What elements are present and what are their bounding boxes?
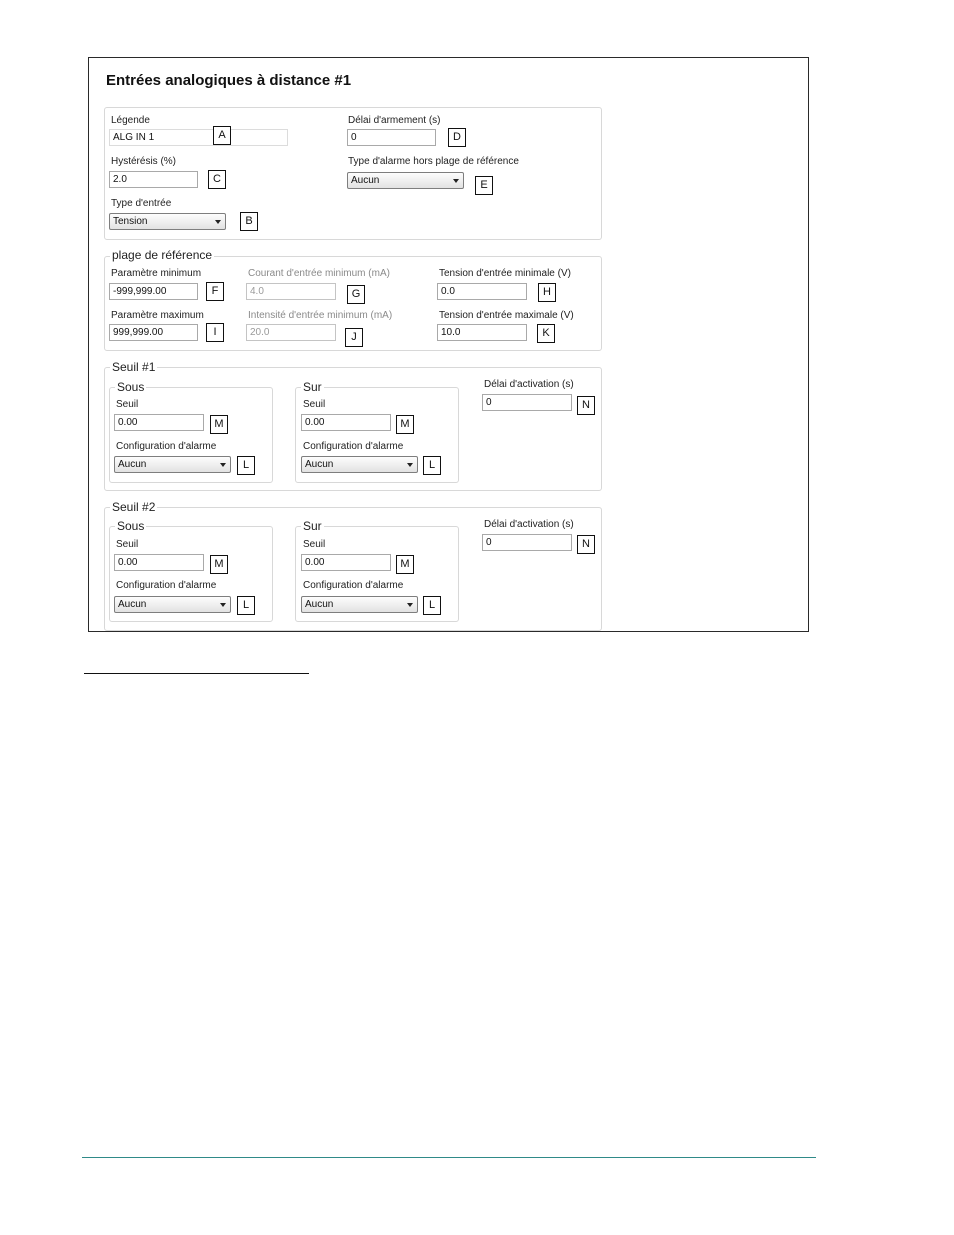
threshold-1-under-label: Seuil	[116, 399, 139, 410]
legend-input[interactable]	[109, 129, 288, 146]
footnote-divider	[84, 673, 309, 674]
current-max-label: Intensité d'entrée minimum (mA)	[248, 310, 393, 321]
voltage-max-input[interactable]	[437, 324, 527, 341]
threshold-2-over-alarm-value: Aucun	[305, 599, 334, 610]
threshold-1-activation-delay-value: 0	[486, 397, 492, 408]
threshold-1-under-title: Sous	[117, 380, 145, 394]
reference-range-title: plage de référence	[112, 248, 213, 262]
chevron-down-icon	[215, 220, 221, 224]
window-title: Entrées analogiques à distance #1	[106, 72, 352, 89]
threshold-1-over-alarm-value: Aucun	[305, 459, 334, 470]
threshold-2-under-alarm-label: Configuration d'alarme	[116, 580, 217, 591]
threshold-2-activation-delay-value: 0	[486, 537, 492, 548]
callout-l: L	[423, 596, 441, 615]
param-min-input[interactable]	[109, 283, 198, 300]
callout-k: K	[537, 324, 555, 343]
hysteresis-label: Hystérésis (%)	[111, 156, 177, 167]
callout-i: I	[206, 323, 224, 342]
threshold-2-under-title: Sous	[117, 519, 145, 533]
callout-d: D	[448, 128, 466, 147]
callout-e: E	[475, 176, 493, 195]
threshold-1-over-title: Sur	[303, 380, 322, 394]
threshold-2-activation-delay-input[interactable]	[482, 534, 572, 551]
threshold-2-title: Seuil #2	[112, 500, 156, 514]
input-type-select[interactable]	[109, 213, 226, 230]
threshold-2-under-label: Seuil	[116, 539, 139, 550]
out-of-range-alarm-select-value: Aucun	[351, 175, 380, 186]
arming-delay-input-value: 0	[351, 132, 357, 143]
chevron-down-icon	[453, 179, 459, 183]
callout-g: G	[347, 285, 365, 304]
param-max-label: Paramètre maximum	[111, 310, 204, 321]
voltage-max-input-value: 10.0	[441, 327, 461, 338]
legend-input-value: ALG IN 1	[113, 132, 155, 143]
callout-l: L	[237, 456, 255, 475]
callout-h: H	[538, 283, 556, 302]
threshold-1-under-input-value: 0.00	[118, 417, 138, 428]
threshold-1-over-input-value: 0.00	[305, 417, 325, 428]
footer-divider	[82, 1157, 816, 1158]
threshold-2-over-title: Sur	[303, 519, 322, 533]
callout-m: M	[210, 415, 228, 434]
callout-l: L	[237, 596, 255, 615]
current-max-input[interactable]	[246, 324, 336, 341]
threshold-2-over-input[interactable]	[301, 554, 391, 571]
out-of-range-alarm-label: Type d'alarme hors plage de référence	[348, 156, 519, 167]
legend-label: Légende	[111, 115, 150, 126]
chevron-down-icon	[407, 603, 413, 607]
input-type-label: Type d'entrée	[111, 198, 172, 209]
param-max-input[interactable]	[109, 324, 198, 341]
current-min-label: Courant d'entrée minimum (mA)	[248, 268, 390, 279]
arming-delay-input[interactable]	[347, 129, 436, 146]
threshold-2-under-input[interactable]	[114, 554, 204, 571]
callout-c: C	[208, 170, 226, 189]
callout-n: N	[577, 396, 595, 415]
current-min-input[interactable]	[246, 283, 336, 300]
threshold-1-over-input[interactable]	[301, 414, 391, 431]
arming-delay-label: Délai d'armement (s)	[348, 115, 441, 126]
out-of-range-alarm-select[interactable]	[347, 172, 464, 189]
threshold-1-under-alarm-value: Aucun	[118, 459, 147, 470]
threshold-2-over-label: Seuil	[303, 539, 326, 550]
callout-f: F	[206, 282, 224, 301]
param-max-input-value: 999,999.00	[113, 327, 164, 338]
threshold-2-over-input-value: 0.00	[305, 557, 325, 568]
threshold-1-activation-delay-input[interactable]	[482, 394, 572, 411]
threshold-1-activation-delay-label: Délai d'activation (s)	[484, 379, 574, 390]
callout-m: M	[396, 415, 414, 434]
voltage-min-input-value: 0.0	[441, 286, 455, 297]
voltage-min-input[interactable]	[437, 283, 527, 300]
input-type-select-value: Tension	[113, 216, 148, 227]
hysteresis-input-value: 2.0	[113, 174, 127, 185]
threshold-1-over-alarm-select[interactable]	[301, 456, 418, 473]
current-max-input-value: 20.0	[250, 327, 270, 338]
threshold-1-under-alarm-label: Configuration d'alarme	[116, 441, 217, 452]
voltage-max-label: Tension d'entrée maximale (V)	[439, 310, 574, 321]
callout-m: M	[396, 555, 414, 574]
hysteresis-input[interactable]	[109, 171, 198, 188]
callout-a: A	[213, 126, 231, 145]
threshold-2-under-alarm-select[interactable]	[114, 596, 231, 613]
callout-m: M	[210, 555, 228, 574]
chevron-down-icon	[220, 603, 226, 607]
threshold-1-title: Seuil #1	[112, 360, 156, 374]
threshold-1-under-alarm-select[interactable]	[114, 456, 231, 473]
callout-b: B	[240, 212, 258, 231]
current-min-input-value: 4.0	[250, 286, 264, 297]
threshold-2-activation-delay-label: Délai d'activation (s)	[484, 519, 574, 530]
chevron-down-icon	[220, 463, 226, 467]
threshold-2-under-input-value: 0.00	[118, 557, 138, 568]
callout-n: N	[577, 535, 595, 554]
param-min-label: Paramètre minimum	[111, 268, 202, 279]
threshold-1-under-input[interactable]	[114, 414, 204, 431]
callout-j: J	[345, 328, 363, 347]
threshold-2-over-alarm-label: Configuration d'alarme	[303, 580, 404, 591]
voltage-min-label: Tension d'entrée minimale (V)	[439, 268, 571, 279]
callout-l: L	[423, 456, 441, 475]
chevron-down-icon	[407, 463, 413, 467]
threshold-2-under-alarm-value: Aucun	[118, 599, 147, 610]
threshold-1-over-alarm-label: Configuration d'alarme	[303, 441, 404, 452]
threshold-1-over-label: Seuil	[303, 399, 326, 410]
threshold-2-over-alarm-select[interactable]	[301, 596, 418, 613]
param-min-input-value: -999,999.00	[113, 286, 167, 297]
